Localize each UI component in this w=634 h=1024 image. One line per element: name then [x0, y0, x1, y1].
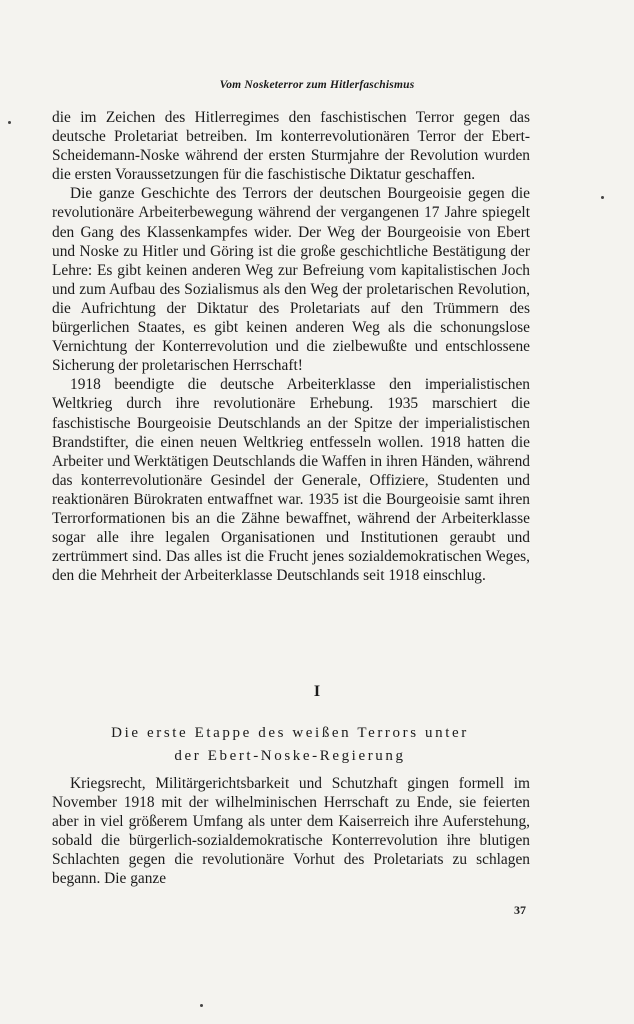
scan-speck — [8, 121, 11, 124]
section-number: I — [313, 683, 321, 700]
section-body — [52, 774, 530, 889]
body-text — [52, 108, 530, 585]
paragraph-2: Die ganze Geschichte des Terrors der deutschen Bourgeoisie gegen die revolutionäre Arbeiterbewegung während der vergangenen 17 Jahre spiegelt den Gang des Klassenkampfes wider. Der Weg der Bourgeoisie von Ebert und Noske zu Hitler und Göring ist die große geschichtliche Bestätigung der Lehre: Es gibt keinen anderen Weg zur Befreiung vom kapitalistischen Joch und zum Aufbau des Sozialismus als den Weg der proletarischen Revolution, die Aufrichtung der Diktatur des Proletariats auf den Trümmern des bürgerlichen Staates, es gibt keinen anderen Weg als die schonungslose Vernichtung der Konterrevolution und die zielbewußte und entschlossene Sicherung der proletarischen Herrschaft! — [52, 185, 530, 375]
scan-speck — [601, 196, 604, 199]
running-head: Vom Nosketerror zum Hitlerfaschismus — [219, 79, 415, 91]
section-title — [40, 722, 540, 768]
paragraph-3: 1918 beendigte die deutsche Arbeiterklasse den imperialistischen Weltkrieg durch ihre revolutionäre Erhebung. 1935 marschiert die faschistische Bourgeoisie Deutschlands an der Spitze der imperialistischen Brandstifter, die einen neuen Weltkrieg entfesseln wollen. 1918 hatten die Arbeiter und Werktätigen Deutschlands die Waffen in ihren Händen, während das konterrevolutionäre Gesindel der Generale, Offiziere, Studenten und reaktionären Bürokraten entwaffnet war. 1935 ist die Bourgeoisie samt ihren Terrorformationen bis an die Zähne bewaffnet, während der Arbeiterklasse sogar alle ihre legalen Organisationen und Institutionen geraubt und zertrümmert sind. Das alles ist die Frucht jenes sozialdemokratischen Weges, den die Mehrheit der Arbeiterklasse Deutschlands seit 1918 einschlug. — [52, 376, 530, 585]
section-title-line-1: Die erste Etappe des weißen Terrors unter — [111, 725, 469, 741]
paragraph-1: die im Zeichen des Hitlerregimes den faschistischen Terror gegen das deutsche Proletariat betreiben. Im konterrevolutionären Terror der Ebert-Scheidemann-Noske während der ersten Sturmjahre der Revolution wurden die ersten Voraussetzungen für die faschistische Diktatur geschaffen. — [52, 109, 530, 184]
section-paragraph: Kriegsrecht, Militärgerichtsbarkeit und Schutzhaft gingen formell im November 1918 mit der wilhelminischen Herrschaft zu Ende, sie feierten aber in viel größerem Umfang als unter dem Kaiserreich ihre Auferstehung, sobald die bürgerlich-sozialdemokratische Konterrevolution ihre blutigen Schlachten gegen die revolutionäre Vorhut des Proletariats zu schlagen begann. Die ganze — [52, 775, 530, 888]
section-title-line-2: der Ebert-Noske-Regierung — [174, 748, 406, 764]
scan-speck — [200, 1004, 203, 1007]
page-number: 37 — [514, 903, 526, 917]
